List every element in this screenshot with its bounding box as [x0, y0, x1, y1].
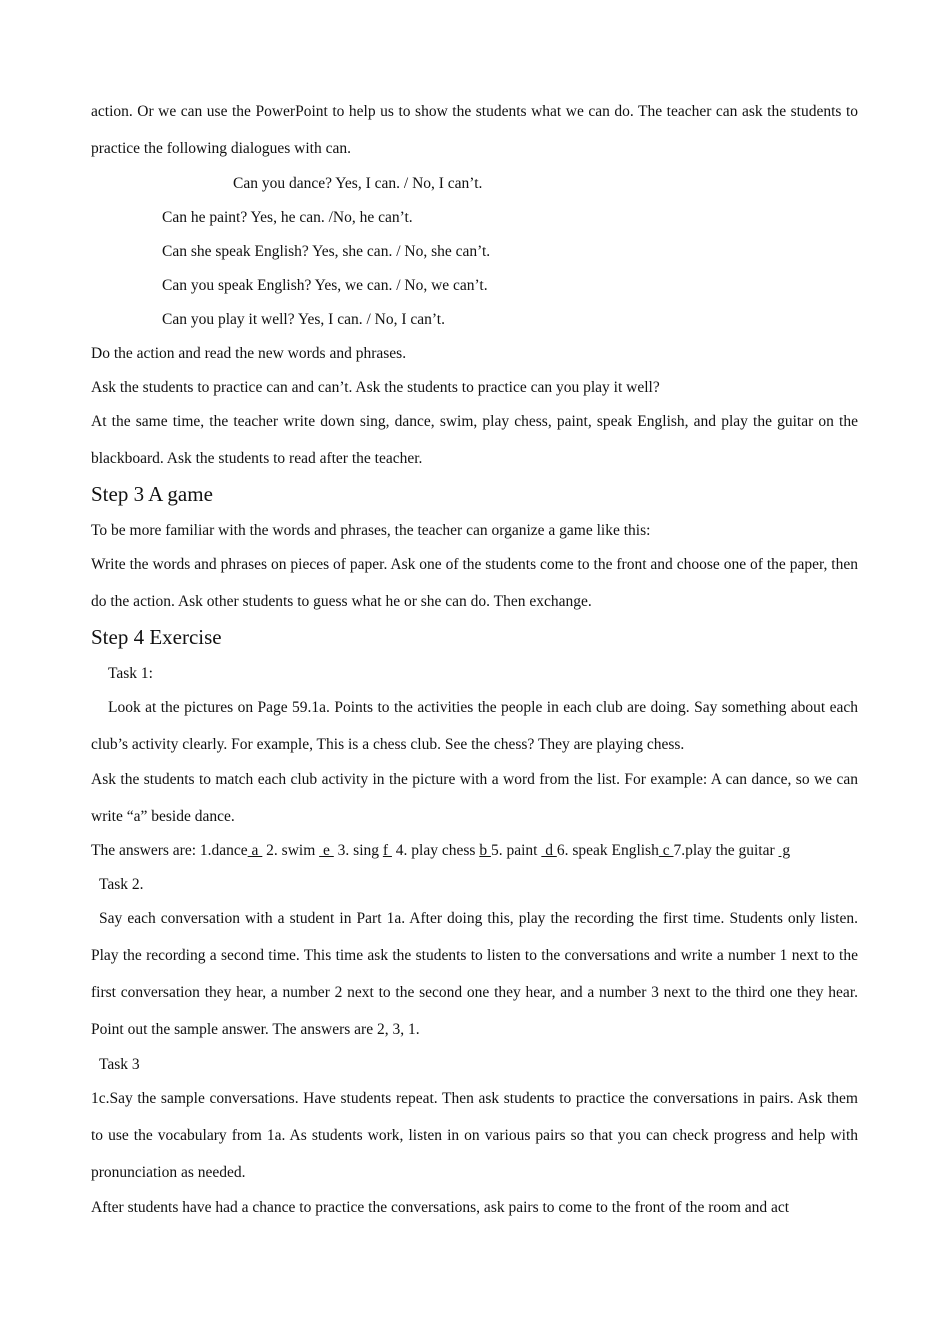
- step-4-heading: Step 4 Exercise: [91, 625, 222, 649]
- answers-item-4: 4. play chess: [391, 842, 480, 859]
- task-3-label: Task 3: [99, 1056, 140, 1073]
- answer-7: g: [778, 842, 791, 859]
- dialogue-line-1: Can you dance? Yes, I can. / No, I can’t.: [233, 175, 483, 192]
- dialogue-line-5: Can you play it well? Yes, I can. / No, I can’t.: [162, 311, 445, 328]
- task-1-paragraph: Look at the pictures on Page 59.1a. Points to the activities the people in each club are doing. Say something about each club’s activity clearly. For example, This is a chess club. See the chess? They are playing chess.: [91, 699, 858, 753]
- answer-5: d: [541, 842, 557, 859]
- dialogue-line-2: Can he paint? Yes, he can. /No, he can’t.: [162, 209, 413, 226]
- answer-4: b: [479, 842, 491, 859]
- game-paragraph: Write the words and phrases on pieces of paper. Ask one of the students come to the front and choose one of the paper, then do the action. Ask other students to guess what he or she can do. Then exchange.: [91, 556, 858, 610]
- answer-3: f: [382, 842, 392, 859]
- answer-1: a: [247, 842, 263, 859]
- blackboard-paragraph: At the same time, the teacher write down sing, dance, swim, play chess, paint, speak English, and play the guitar on the blackboard. Ask the students to read after the teacher.: [91, 413, 858, 467]
- answers-intro: The answers are: 1.dance: [91, 842, 248, 859]
- task-1-label: Task 1:: [108, 665, 153, 682]
- step-3-heading: Step 3 A game: [91, 482, 213, 506]
- answers-item-7: 7.play the guitar: [673, 842, 779, 859]
- answers-item-3: 3. sing: [333, 842, 383, 859]
- practice-paragraph: Ask the students to practice can and can’t. Ask the students to practice can you play it well?: [91, 379, 660, 396]
- act-paragraph: After students have had a chance to practice the conversations, ask pairs to come to the front of the room and act: [91, 1199, 790, 1216]
- intro-paragraph: action. Or we can use the PowerPoint to help us to show the students what we can do. The teacher can ask the students to practice the following dialogues with can.: [91, 103, 858, 157]
- task-3-paragraph: 1c.Say the sample conversations. Have students repeat. Then ask students to practice the conversations in pairs. Ask them to use the vocabulary from 1a. As students work, listen in on various pairs so that you can check progress and help with pronunciation as needed.: [91, 1090, 858, 1181]
- task-2-label: Task 2.: [99, 876, 144, 893]
- game-intro-paragraph: To be more familiar with the words and phrases, the teacher can organize a game like this:: [91, 522, 651, 539]
- task-2-paragraph: Say each conversation with a student in Part 1a. After doing this, play the recording the first time. Students only listen. Play the recording a second time. This time ask the students to listen to the conversations and write a number 1 next to the first conversation they hear, a number 2 next to the second one they hear, and a number 3 next to the third one they hear. Point out the sample answer. The answers are 2, 3, 1.: [91, 910, 858, 1038]
- answers-item-6: 6. speak English: [556, 842, 659, 859]
- action-paragraph: Do the action and read the new words and phrases.: [91, 345, 407, 362]
- answer-2: e: [319, 842, 334, 859]
- dialogue-line-4: Can you speak English? Yes, we can. / No, we can’t.: [162, 277, 488, 294]
- answers-line: [91, 840, 858, 862]
- answer-6: c: [658, 842, 674, 859]
- answers-item-5: 5. paint: [490, 842, 542, 859]
- match-paragraph: Ask the students to match each club activity in the picture with a word from the list. For example: A can dance, so we can write “a” beside dance.: [91, 771, 858, 825]
- answers-item-2: 2. swim: [262, 842, 320, 859]
- dialogue-line-3: Can she speak English? Yes, she can. / No, she can’t.: [162, 243, 491, 260]
